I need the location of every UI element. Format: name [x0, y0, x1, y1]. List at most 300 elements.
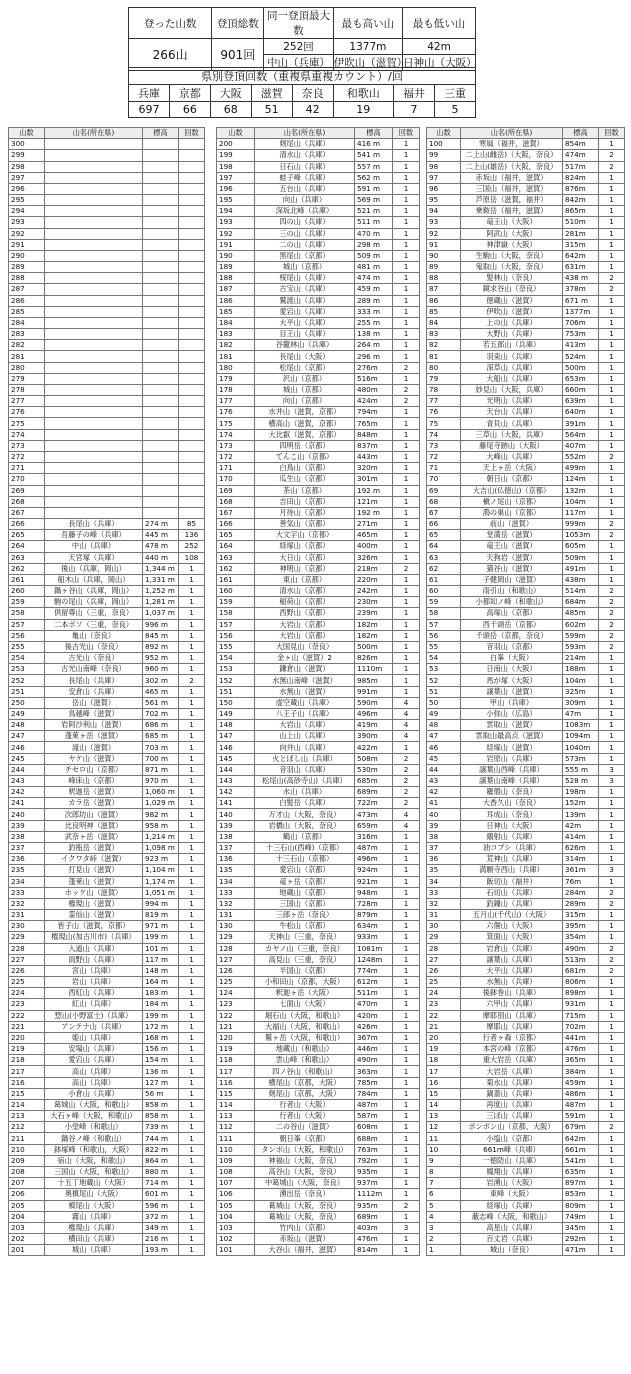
- ascent-count: 1: [599, 1032, 625, 1043]
- ascent-count: 1: [393, 1044, 420, 1055]
- mountain-number: 206: [9, 1189, 45, 1200]
- mountain-elevation: 390m: [355, 731, 393, 742]
- mountain-name: 宿山（大阪，和歌山）: [45, 1155, 143, 1166]
- ascent-count: 1: [599, 496, 625, 507]
- table-row: [9, 351, 205, 362]
- table-row: [217, 787, 420, 798]
- mountain-elevation: 1083m: [563, 720, 599, 731]
- ascent-count: 1: [599, 1055, 625, 1066]
- table-row: [217, 250, 420, 261]
- ascent-count: 1: [393, 451, 420, 462]
- table-row: [427, 1122, 625, 1133]
- mountain-number: 39: [427, 820, 461, 831]
- mountain-number: 52: [427, 675, 461, 686]
- mountain-elevation: 361m: [563, 865, 599, 876]
- ascent-count: 1: [599, 1178, 625, 1189]
- table-row: [9, 139, 205, 150]
- mountain-name: 向山（京都）: [255, 396, 355, 407]
- ascent-count: 1: [599, 1088, 625, 1099]
- mountain-elevation: 320m: [355, 463, 393, 474]
- mountain-name: 大岩山（兵庫）: [255, 720, 355, 731]
- mountain-elevation: 681m: [563, 965, 599, 976]
- ascent-count: 1: [179, 1211, 205, 1222]
- mountain-name: 妙見山（大阪，兵庫）: [461, 384, 563, 395]
- table-row: [217, 809, 420, 820]
- mountain-number: 170: [217, 474, 255, 485]
- mountain-name: 岩倉山（兵庫）: [461, 943, 563, 954]
- table-row: [427, 407, 625, 418]
- mountain-elevation: 315m: [563, 910, 599, 921]
- ascent-count: [179, 161, 205, 172]
- table-row: [9, 563, 205, 574]
- table-row: [217, 742, 420, 753]
- mountain-elevation: 935m: [355, 1200, 393, 1211]
- mountain-elevation: 744 m: [143, 1133, 179, 1144]
- mountain-elevation: 879m: [355, 910, 393, 921]
- table-row: [9, 887, 205, 898]
- mountain-number: 296: [9, 183, 45, 194]
- mountain-elevation: 739 m: [143, 1122, 179, 1133]
- mountain-name: 子健岡山（滋賀）: [461, 574, 563, 585]
- table-row: [217, 820, 420, 831]
- ascent-count: 1: [393, 1088, 420, 1099]
- mountain-number: 283: [9, 329, 45, 340]
- table-row: [427, 1166, 625, 1177]
- ascent-count: [179, 496, 205, 507]
- mountain-name: [45, 340, 143, 351]
- table-row: [9, 608, 205, 619]
- ascent-count: 1: [179, 787, 205, 798]
- mountain-name: 倶留尊山（三重，奈良）: [45, 608, 143, 619]
- mountain-number: 127: [217, 954, 255, 965]
- table-row: [217, 407, 420, 418]
- ascent-count: 1: [393, 306, 420, 317]
- mountain-elevation: 853m: [563, 1189, 599, 1200]
- ascent-count: 1: [179, 1200, 205, 1211]
- mountain-name: 寒風（福井，滋賀）: [461, 139, 563, 150]
- mountain-number: 54: [427, 653, 461, 664]
- ascent-count: 1: [393, 161, 420, 172]
- mountain-elevation: 999m: [563, 519, 599, 530]
- mountain-name: [45, 273, 143, 284]
- mountain-name: 岩山（兵庫）: [45, 977, 143, 988]
- mountain-name: 大野山（兵庫）: [461, 329, 563, 340]
- table-row: [427, 753, 625, 764]
- ascent-count: 1: [599, 139, 625, 150]
- mountain-number: 20: [427, 1032, 461, 1043]
- ascent-count: 1: [599, 1111, 625, 1122]
- mountain-number: 278: [9, 384, 45, 395]
- ascent-count: 1: [393, 541, 420, 552]
- ascent-count: 1: [393, 485, 420, 496]
- ascent-count: 1: [179, 1044, 205, 1055]
- ascent-count: 1: [599, 1234, 625, 1245]
- table-row: [427, 775, 625, 786]
- mountain-number: 106: [217, 1189, 255, 1200]
- mountain-elevation: 363m: [355, 1066, 393, 1077]
- mountain-number: 219: [9, 1044, 45, 1055]
- mountain-number: 134: [217, 876, 255, 887]
- mountain-elevation: [143, 150, 179, 161]
- ascent-count: 1: [599, 820, 625, 831]
- mountain-name: 黒尾山（京都）: [255, 250, 355, 261]
- table-row: [9, 1099, 205, 1110]
- ascent-count: 1: [599, 731, 625, 742]
- mountain-name: 古光山（奈良）: [45, 653, 143, 664]
- mountain-name: 東峰（大阪）: [461, 1189, 563, 1200]
- mountain-elevation: 511 m: [355, 217, 393, 228]
- mountain-name: 愛宕山（京都）: [255, 865, 355, 876]
- mountain-elevation: 325m: [563, 686, 599, 697]
- table-row: [9, 239, 205, 250]
- mountain-elevation: 702m: [563, 1021, 599, 1032]
- mountain-elevation: [143, 340, 179, 351]
- mountain-name: 長尾山（大阪）: [255, 351, 355, 362]
- mountain-number: 57: [427, 619, 461, 630]
- mountain-number: 166: [217, 519, 255, 530]
- mountain-elevation: 465 m: [143, 686, 179, 697]
- mountain-number: 47: [427, 731, 461, 742]
- mountain-elevation: 1,281 m: [143, 597, 179, 608]
- ascent-count: 1: [179, 1189, 205, 1200]
- table-row: [9, 463, 205, 474]
- mountain-number: 297: [9, 172, 45, 183]
- mountain-number: 230: [9, 921, 45, 932]
- table-row: [427, 373, 625, 384]
- mountain-elevation: 994 m: [143, 898, 179, 909]
- mountain-name: 再度山（兵庫）: [461, 1099, 563, 1110]
- mountain-elevation: 702 m: [143, 708, 179, 719]
- table-row: [9, 1088, 205, 1099]
- mountain-name: 打見山（滋賀）: [45, 865, 143, 876]
- mountain-name: [45, 507, 143, 518]
- mountain-name: 目王山（兵庫）: [255, 329, 355, 340]
- table-row: [217, 798, 420, 809]
- ascent-count: 1: [393, 1032, 420, 1043]
- mountain-elevation: 1,252 m: [143, 586, 179, 597]
- mountain-elevation: 156 m: [143, 1044, 179, 1055]
- mountain-number: 59: [427, 597, 461, 608]
- mountain-name: 譲葉山西峰（兵庫）: [461, 764, 563, 775]
- mountain-number: 153: [217, 664, 255, 675]
- ascent-count: 1: [599, 407, 625, 418]
- mountain-elevation: 476m: [563, 1044, 599, 1055]
- mountain-name: 藤尾寺跡山（大阪）: [461, 440, 563, 451]
- mountain-number: 42: [427, 787, 461, 798]
- mountain-name: 菊水山（兵庫）: [461, 1077, 563, 1088]
- mountain-name: [45, 172, 143, 183]
- ascent-count: 4: [393, 820, 420, 831]
- mountain-elevation: 1081m: [355, 943, 393, 954]
- mountain-elevation: 509 m: [355, 250, 393, 261]
- mountain-number: 234: [9, 876, 45, 887]
- mountain-name: 入道山（兵庫）: [45, 943, 143, 954]
- pref-name: 和歌山: [333, 85, 393, 102]
- mountain-number: 126: [217, 965, 255, 976]
- pref-name: 奈良: [292, 85, 333, 102]
- mountain-elevation: 470m: [355, 999, 393, 1010]
- mountain-number: 158: [217, 608, 255, 619]
- mountain-name: 三国山（京都）: [255, 898, 355, 909]
- mountain-number: 82: [427, 340, 461, 351]
- mountain-elevation: 573m: [563, 753, 599, 764]
- table-row: [9, 965, 205, 976]
- mountain-name: 三郎ヶ岳（奈良）: [255, 910, 355, 921]
- table-row: [427, 362, 625, 373]
- ascent-count: 1: [393, 139, 420, 150]
- mountain-name: 水無山（兵庫）: [461, 977, 563, 988]
- ascent-count: 1: [179, 1010, 205, 1021]
- mountain-number: 159: [217, 597, 255, 608]
- ascent-count: 1: [599, 1066, 625, 1077]
- table-row: [427, 619, 625, 630]
- table-row: [217, 574, 420, 585]
- ascent-count: 1: [599, 977, 625, 988]
- mountain-elevation: 220m: [355, 574, 393, 585]
- mountain-elevation: 516m: [355, 373, 393, 384]
- mountain-number: 269: [9, 485, 45, 496]
- table-row: [9, 317, 205, 328]
- mountain-number: 30: [427, 921, 461, 932]
- table-row: [217, 1044, 420, 1055]
- table-row: [427, 284, 625, 295]
- ascent-count: 1: [393, 865, 420, 876]
- mountain-number: 28: [427, 943, 461, 954]
- mountain-number: 101: [217, 1245, 255, 1256]
- ascent-count: 1: [393, 1189, 420, 1200]
- ascent-count: 2: [599, 530, 625, 541]
- mountain-elevation: 154 m: [143, 1055, 179, 1066]
- mountain-name: 岩湧山（大阪）: [461, 1178, 563, 1189]
- mountain-name: 槇ノ尾山（京都）: [461, 496, 563, 507]
- table-row: [9, 273, 205, 284]
- mountain-number: 195: [217, 195, 255, 206]
- col-header-elev: 標高: [563, 128, 599, 139]
- mountain-elevation: 372 m: [143, 1211, 179, 1222]
- mountain-name: 駒の尾山（兵庫，岡山）: [45, 597, 143, 608]
- mountain-elevation: 991m: [355, 686, 393, 697]
- ascent-count: 1: [179, 1166, 205, 1177]
- table-row: [217, 1155, 420, 1166]
- mountain-name: 二上山(雌岳)（大阪，奈良）: [461, 150, 563, 161]
- mountain-number: 272: [9, 451, 45, 462]
- mountain-elevation: 794m: [355, 407, 393, 418]
- ascent-count: [179, 362, 205, 373]
- mountain-number: 73: [427, 440, 461, 451]
- mountain-elevation: [143, 228, 179, 239]
- mountain-elevation: 168 m: [143, 1032, 179, 1043]
- mountain-number: 265: [9, 530, 45, 541]
- table-row: [427, 541, 625, 552]
- mountain-name: 半国山（京都）: [255, 965, 355, 976]
- ascent-count: 1: [179, 641, 205, 652]
- mountain-number: 19: [427, 1044, 461, 1055]
- mountain-number: 177: [217, 396, 255, 407]
- mountain-elevation: 1,174 m: [143, 876, 179, 887]
- mountain-number: 222: [9, 1010, 45, 1021]
- mountain-name: 三国山（大阪，和歌山）: [45, 1166, 143, 1177]
- mountain-elevation: 596 m: [143, 1200, 179, 1211]
- ascent-count: 2: [599, 150, 625, 161]
- mountain-number: 136: [217, 854, 255, 865]
- table-row: [427, 965, 625, 976]
- mountain-name: 神明山（京都）: [255, 563, 355, 574]
- mountain-elevation: 440 m: [143, 552, 179, 563]
- mountain-name: 四明岳（京都）: [255, 440, 355, 451]
- table-row: [427, 139, 625, 150]
- ascent-count: 1: [599, 552, 625, 563]
- ascent-count: 1: [393, 1133, 420, 1144]
- mountain-number: 261: [9, 574, 45, 585]
- prefecture-table: [128, 67, 476, 118]
- mountain-number: 176: [217, 407, 255, 418]
- ascent-count: 1: [179, 586, 205, 597]
- mountain-elevation: 132m: [563, 485, 599, 496]
- table-row: [427, 474, 625, 485]
- mountain-name: 武奈ヶ岳（滋賀）: [45, 831, 143, 842]
- ascent-count: 2: [393, 1200, 420, 1211]
- mountain-number: 48: [427, 720, 461, 731]
- mountain-number: 65: [427, 530, 461, 541]
- mountain-name: カラ岳（滋賀）: [45, 798, 143, 809]
- table-row: [217, 1032, 420, 1043]
- ascent-count: 1: [393, 295, 420, 306]
- mountain-name: [45, 139, 143, 150]
- table-row: [9, 1111, 205, 1122]
- mountain-name: [45, 217, 143, 228]
- mountain-name: 月待山（京都）: [255, 507, 355, 518]
- mountain-elevation: 480m: [355, 384, 393, 395]
- table-row: [217, 1234, 420, 1245]
- mountain-elevation: 626m: [563, 843, 599, 854]
- ascent-count: 1: [393, 183, 420, 194]
- table-row: [427, 463, 625, 474]
- mountain-elevation: [143, 262, 179, 273]
- mountain-number: 273: [9, 440, 45, 451]
- mountain-elevation: 792m: [355, 1155, 393, 1166]
- mountain-name: 地蔵山（京都）: [255, 887, 355, 898]
- mountain-number: 217: [9, 1066, 45, 1077]
- mountain-name: 葛城山（大阪，和歌山）: [45, 1099, 143, 1110]
- table-row: [217, 619, 420, 630]
- ascent-count: 1: [393, 1066, 420, 1077]
- mountain-elevation: 960 m: [143, 664, 179, 675]
- ascent-count: 4: [393, 697, 420, 708]
- mountain-elevation: 837m: [355, 440, 393, 451]
- mountain-number: 71: [427, 463, 461, 474]
- mountain-number: 1: [427, 1245, 461, 1256]
- ascent-count: 1: [179, 753, 205, 764]
- ascent-count: 1: [393, 273, 420, 284]
- ascent-count: 1: [393, 954, 420, 965]
- mountain-elevation: 937m: [355, 1178, 393, 1189]
- mountain-number: 49: [427, 708, 461, 719]
- mountain-number: 178: [217, 384, 255, 395]
- mountain-name: 一徳防山（兵庫）: [461, 1155, 563, 1166]
- ascent-count: 1: [599, 396, 625, 407]
- ascent-count: 1: [179, 988, 205, 999]
- mountain-number: 281: [9, 351, 45, 362]
- mountain-name: 小倉山（兵庫）: [45, 1088, 143, 1099]
- mountain-elevation: 438 m: [563, 273, 599, 284]
- ascent-count: 1: [179, 910, 205, 921]
- pref-count: 66: [169, 102, 210, 118]
- ascent-count: 252: [179, 541, 205, 552]
- mountain-name: カヤノ山（三重，奈良）: [255, 943, 355, 954]
- pref-name: 兵庫: [129, 85, 170, 102]
- mountain-name: 東山（京都）: [255, 574, 355, 585]
- ascent-count: 1: [179, 1111, 205, 1122]
- mountain-elevation: 487m: [563, 1099, 599, 1110]
- mountain-name: 鍋谷ノ峰（和歌山）: [45, 1133, 143, 1144]
- mountain-elevation: 284m: [563, 887, 599, 898]
- table-row: [217, 697, 420, 708]
- mountain-number: 62: [427, 563, 461, 574]
- mountain-name: 天台山（兵庫）: [461, 407, 563, 418]
- ascent-count: 1: [179, 898, 205, 909]
- mountain-elevation: 528 m: [563, 775, 599, 786]
- mountain-name: [45, 440, 143, 451]
- table-row: [217, 764, 420, 775]
- mountain-elevation: 117m: [563, 507, 599, 518]
- mountain-name: 羽束山（兵庫）: [461, 351, 563, 362]
- ascent-count: 1: [599, 720, 625, 731]
- ascent-count: 1: [393, 1010, 420, 1021]
- mountain-name: 火とぼし山（兵庫）: [255, 753, 355, 764]
- mountain-number: 138: [217, 831, 255, 842]
- ascent-count: 1: [393, 1099, 420, 1110]
- mountain-number: 13: [427, 1111, 461, 1122]
- ascent-count: 1: [599, 1099, 625, 1110]
- mountain-number: 192: [217, 228, 255, 239]
- table-row: [9, 1222, 205, 1233]
- ascent-count: 1: [179, 965, 205, 976]
- pref-count: 697: [129, 102, 170, 118]
- mountain-elevation: 700 m: [143, 753, 179, 764]
- mountain-name: 徳蔵山（滋賀）: [461, 295, 563, 306]
- mountain-elevation: 753m: [563, 329, 599, 340]
- mountain-elevation: 485m: [563, 608, 599, 619]
- mountain-elevation: 842m: [563, 195, 599, 206]
- mountain-name: 万才山（大阪，奈良）: [255, 809, 355, 820]
- ascent-count: 1: [599, 317, 625, 328]
- ascent-count: [179, 407, 205, 418]
- ascent-count: 2: [599, 965, 625, 976]
- mountain-number: 280: [9, 362, 45, 373]
- table-row: [217, 753, 420, 764]
- mountain-name: 羅僧山（奈良）: [461, 787, 563, 798]
- mountain-name: 四の山（兵庫）: [255, 217, 355, 228]
- mountain-number: 4: [427, 1211, 461, 1222]
- mountain-number: 70: [427, 474, 461, 485]
- mountain-elevation: [143, 440, 179, 451]
- table-row: [427, 999, 625, 1010]
- mountain-elevation: [143, 384, 179, 395]
- table-row: [9, 865, 205, 876]
- table-row: [427, 787, 625, 798]
- mountain-elevation: 264 m: [355, 340, 393, 351]
- table-row: [427, 161, 625, 172]
- mountain-name: 峰床山（京都）: [45, 775, 143, 786]
- mountain-elevation: 395m: [563, 921, 599, 932]
- mountain-name: 吾藤子の峰（兵庫）: [45, 530, 143, 541]
- mountain-name: 高星山（兵庫）: [461, 1222, 563, 1233]
- mountain-name: 経塚山（京都）: [255, 541, 355, 552]
- mountain-number: 94: [427, 206, 461, 217]
- table-row: [9, 943, 205, 954]
- mountain-name: 高塚山（京都）: [461, 608, 563, 619]
- ascent-count: 1: [599, 250, 625, 261]
